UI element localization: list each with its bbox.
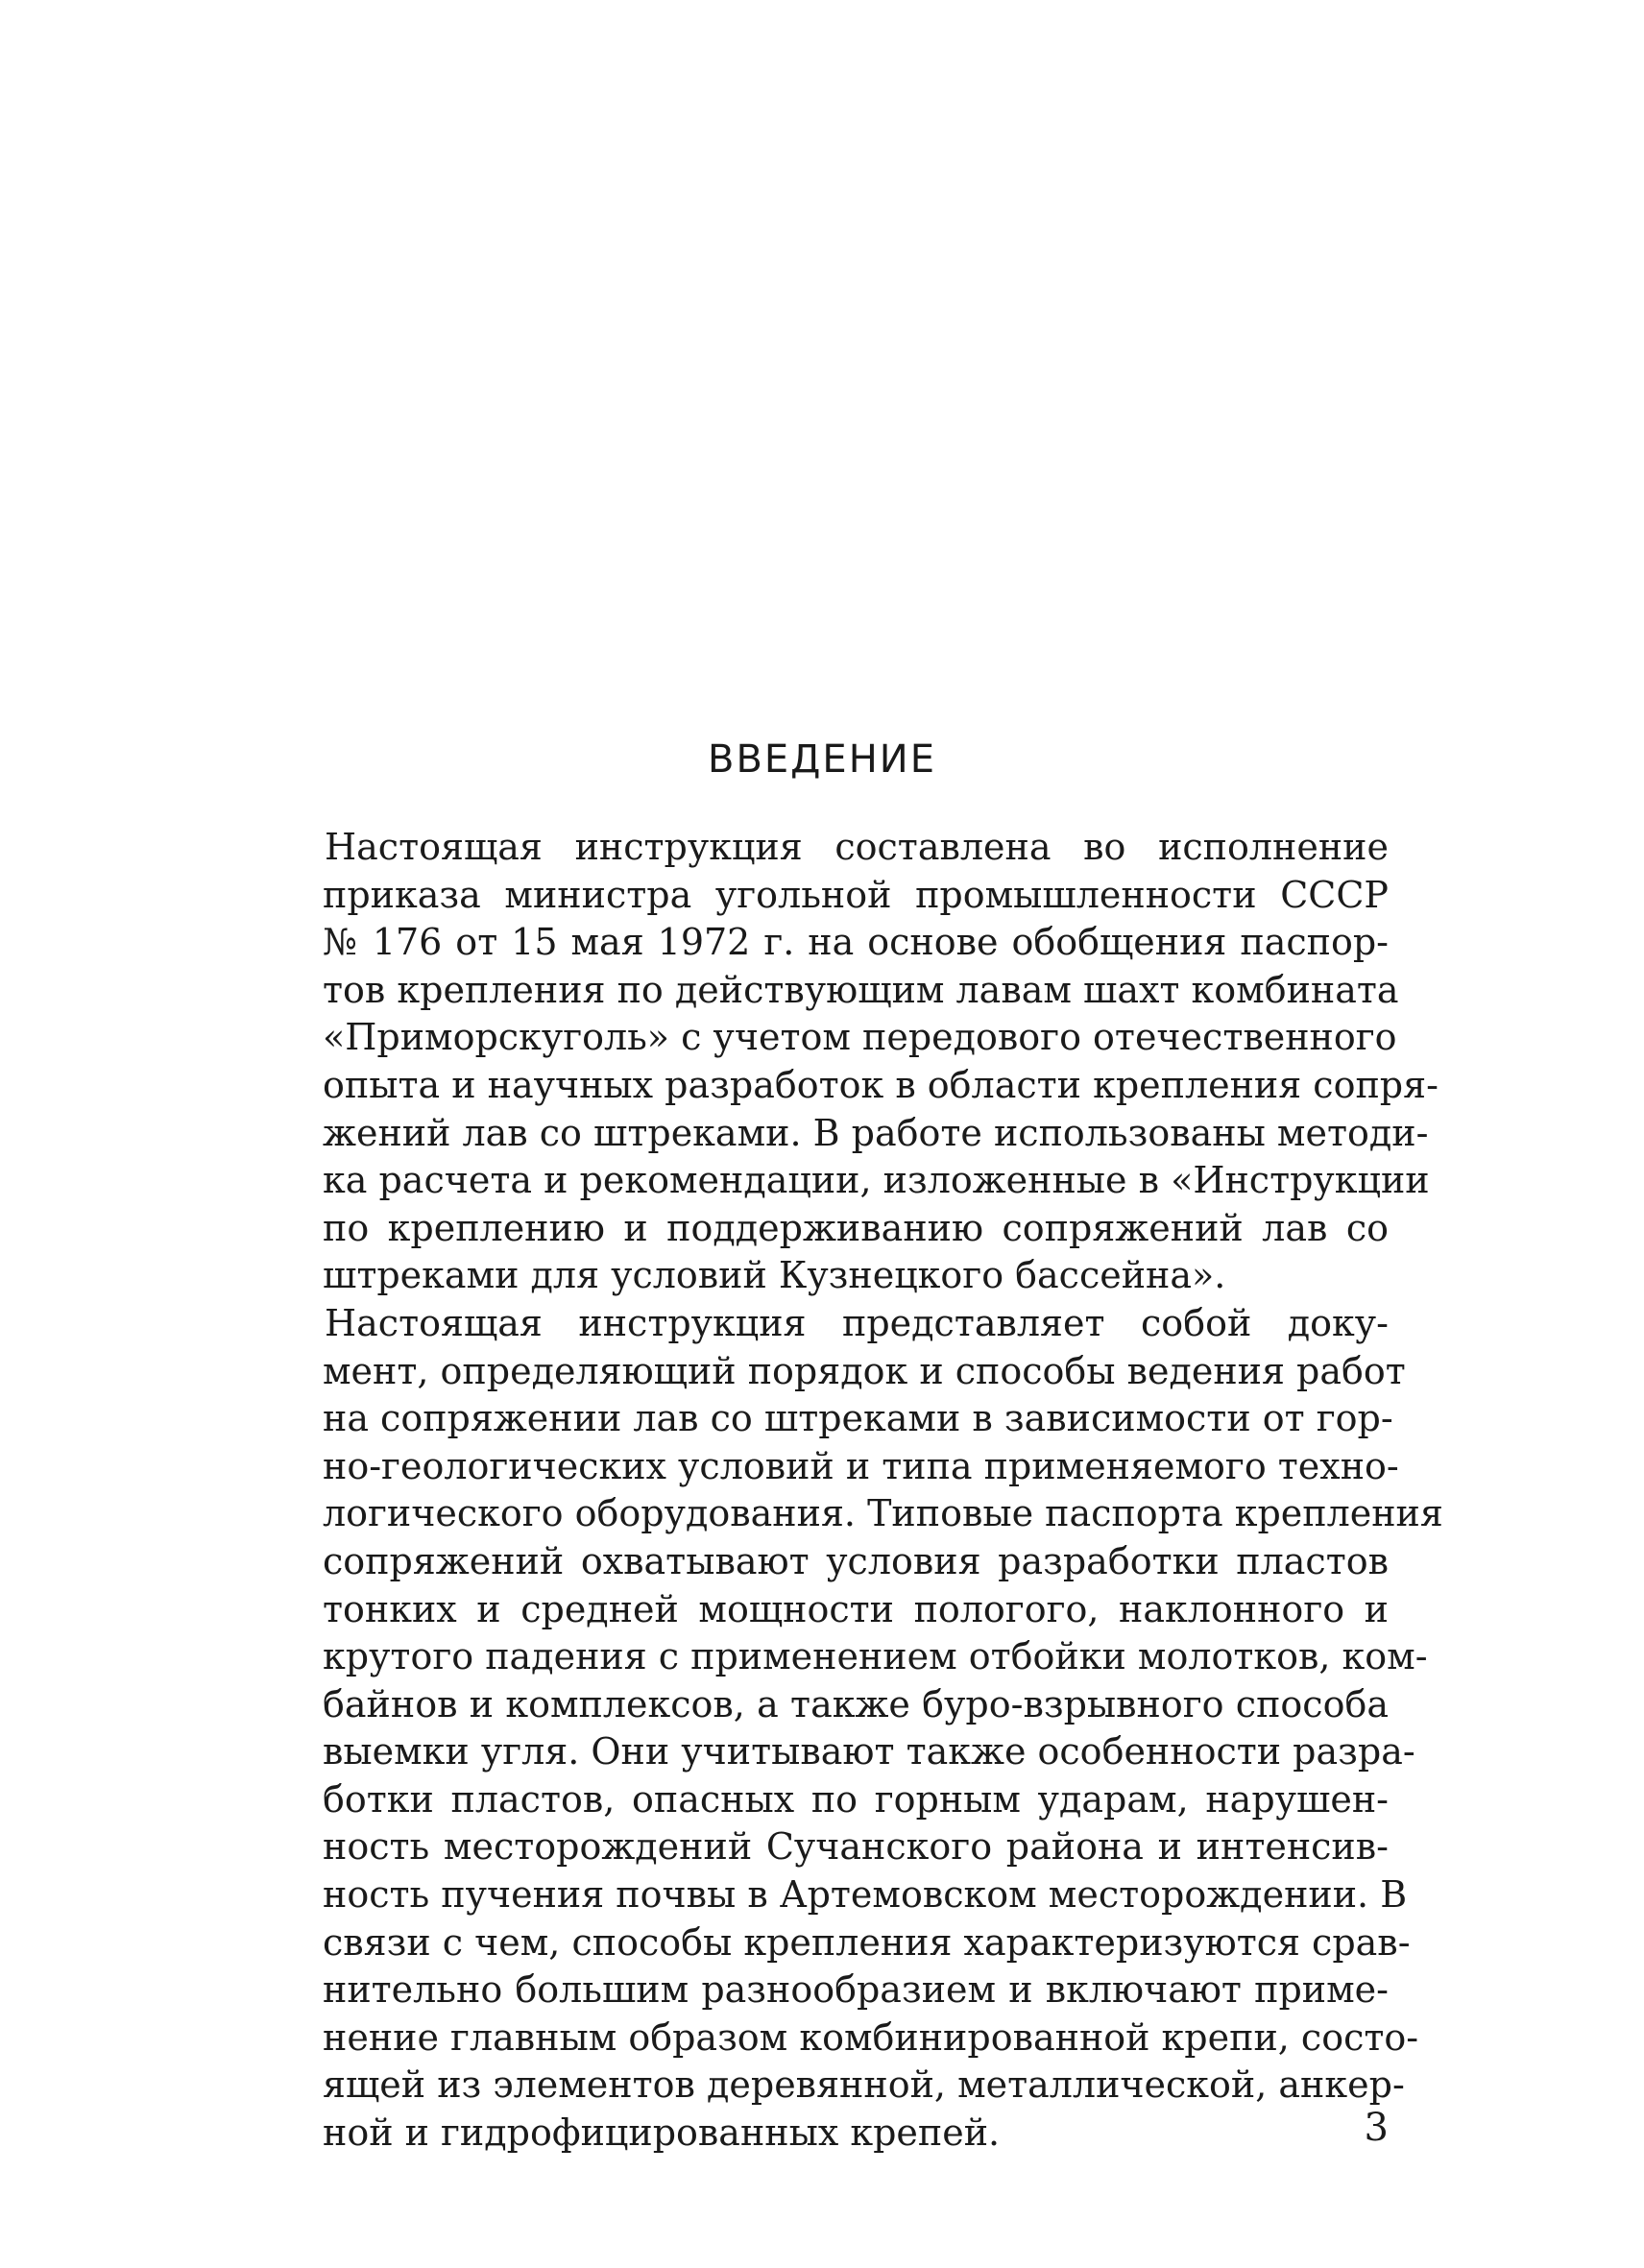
page-title: ВВЕДЕНИЕ — [708, 737, 936, 782]
page-number: 3 — [1364, 2106, 1389, 2150]
text-line: ботки пластов, опасных по горным ударам, нарушен- — [323, 1777, 1389, 1821]
text-line: нительно большим разнообразием и включают приме- — [323, 1968, 1389, 2012]
text-line: № 176 от 15 мая 1972 г. на основе обобщения паспор- — [323, 921, 1389, 964]
text-line: тонких и средней мощности пологого, наклонного и — [323, 1587, 1389, 1630]
text-line: опыта и научных разработок в области крепления сопря- — [323, 1063, 1438, 1106]
text-line: нение главным образом комбинированной крепи, состо- — [323, 2015, 1419, 2059]
text-line: ность пучения почвы в Артемовском месторождении. В — [323, 1873, 1408, 1917]
text-line: жений лав со штреками. В работе использованы методи- — [323, 1111, 1429, 1154]
text-line: по креплению и поддерживанию сопряжений лав со — [323, 1206, 1389, 1249]
text-line: ящей из элементов деревянной, металлической, анкер- — [323, 2063, 1405, 2107]
text-line: штреками для условий Кузнецкого бассейна». — [323, 1254, 1226, 1297]
text-line: мент, определяющий порядок и способы ведения работ — [323, 1349, 1406, 1392]
text-line: ность месторождений Сучанского района и интенсив- — [323, 1825, 1389, 1869]
text-line: Настоящая инструкция представляет собой доку- — [325, 1301, 1389, 1344]
text-line: Настоящая инструкция составлена во исполнение — [325, 826, 1389, 868]
paragraph-2 — [323, 1300, 1443, 2158]
text-line: ка расчета и рекомендации, изложенные в «Инструкции — [323, 1159, 1430, 1202]
text-line: ной и гидрофицированных крепей. — [323, 2111, 1001, 2155]
text-line: сопряжений охватывают условия разработки пластов — [323, 1539, 1389, 1582]
text-line: связи с чем, способы крепления характеризуются срав- — [323, 1920, 1411, 1964]
text-line: на сопряжении лав со штреками в зависимости от гор- — [323, 1397, 1393, 1440]
body-text — [323, 824, 1443, 2158]
paragraph-1 — [323, 824, 1438, 1300]
text-line: крутого падения с применением отбойки молотков, ком- — [323, 1635, 1428, 1678]
text-line: логического оборудования. Типовые паспорта крепления — [323, 1492, 1443, 1535]
text-line: выемки угля. Они учитывают также особенности разра- — [323, 1730, 1415, 1773]
text-line: приказа министра угольной промышленности СССР — [323, 873, 1389, 916]
text-line: но-геологических условий и типа применяемого техно- — [323, 1444, 1399, 1487]
text-line: байнов и комплексов, а также буро-взрывного способа — [323, 1682, 1389, 1725]
text-line: «Приморскуголь» с учетом передового отечественного — [323, 1016, 1397, 1059]
text-line: тов крепления по действующим лавам шахт комбината — [323, 968, 1399, 1011]
